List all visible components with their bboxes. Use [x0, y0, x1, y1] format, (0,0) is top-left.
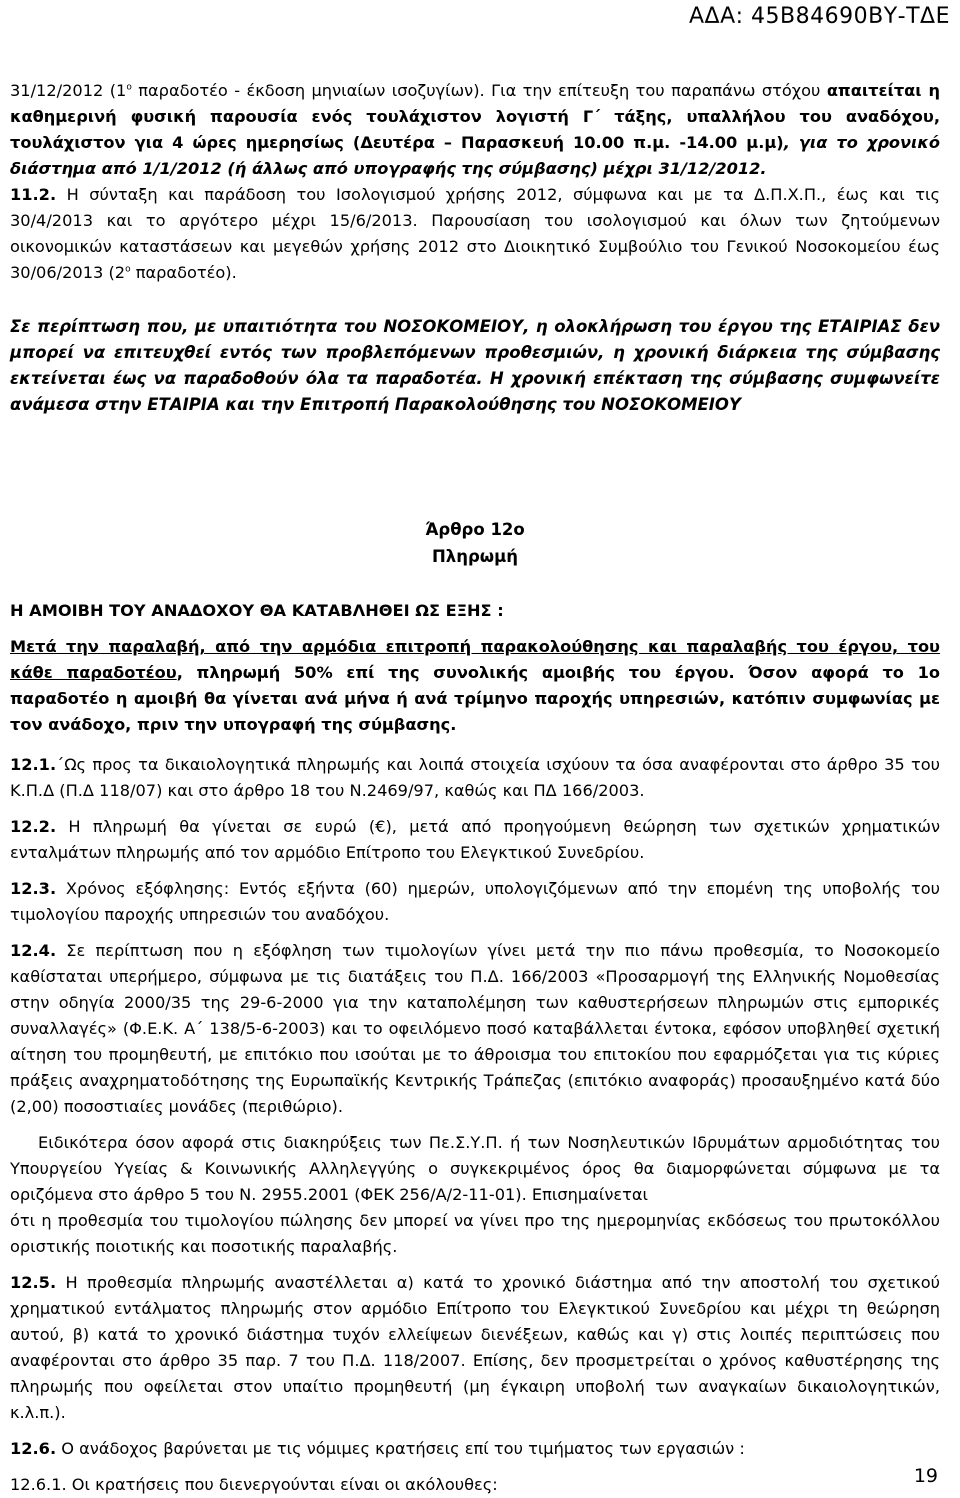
payment-terms-underlined: Μετά την παραλαβή, από την αρμόδια επιτροπή παρακολούθησης και παραλαβής του έργου, του κάθε παραδοτέου	[10, 637, 940, 682]
clause-sup: ο	[125, 264, 131, 275]
clause-12-6-1	[10, 1472, 940, 1498]
intro-text: 31/12/2012 (1	[10, 81, 127, 100]
clause-text: Η σύνταξη και παράδοση του Ισολογισμού χρήσης 2012, σύμφωνα και με τα Δ.Π.Χ.Π., έως και τις 30/4/2013 και το αργότερο μέχρι 15/6/2013. Παρουσίαση του ισολογισμού και όλων των ζητούμενων οικονομικών καταστάσεων και μεγεθών χρήσης 2012 στο Διοικητικό Συμβούλιο του Γενικού Νοσοκομείου έως 30/06/2013 (2	[10, 185, 940, 282]
clause-number: 11.2.	[10, 185, 57, 204]
clause-text: Οι κρατήσεις που διενεργούνται είναι οι ακόλουθες:	[66, 1475, 498, 1494]
clause-text: ΄Ως προς τα δικαιολογητικά πληρωμής και λοιπά στοιχεία ισχύουν τα όσα αναφέρονται στο άρθρο 35 του Κ.Π.Δ (Π.Δ 118/07) και στο άρθρο 18 του Ν.2469/97, καθώς και ΠΔ 166/2003.	[10, 755, 940, 800]
article-number: Άρθρο 12ο	[425, 520, 525, 539]
delay-clause: Σε περίπτωση που, με υπαιτιότητα του ΝΟΣΟΚΟΜΕΙΟΥ, η ολοκλήρωση του έργου της ΕΤΑΙΡΙΑΣ δεν μπορεί να επιτευχθεί εντός των προβλεπόμενων προθεσμιών, η χρονική διάρκεια της σύμβασης εκτείνεται έως να παραδοθούν όλα τα παραδοτέα. Η χρονική επέκταση της σύμβασης συμφωνείτε ανάμεσα στην ΕΤΑΙΡΙΑ και την Επιτροπή Παρακολούθησης του ΝΟΣΟΚΟΜΕΙΟΥ	[10, 317, 940, 414]
payment-terms	[10, 634, 940, 738]
payment-terms-rest: , πληρωμή 50% επί της συνολικής αμοιβής του έργου. Όσον αφορά το 1ο παραδοτέο η αμοιβή θα γίνεται ανά μήνα ή ανά τρίμηνο παροχής υπηρεσιών, κατόπιν συμφωνίας με τον ανάδοχο, πριν την υπογραφή της σύμβασης.	[10, 663, 940, 734]
clause-number: 12.1.	[10, 755, 57, 774]
payment-heading: Η ΑΜΟΙΒΗ ΤΟΥ ΑΝΑΔΟΧΟΥ ΘΑ ΚΑΤΑΒΛΗΘΕΙ ΩΣ ΕΞΗΣ :	[10, 601, 504, 620]
ada-stamp: ΑΔΑ: 45Β84690ΒΥ-ΤΔΕ	[689, 4, 950, 29]
clause-12-2	[10, 814, 940, 866]
clause-number: 12.3.	[10, 879, 57, 898]
clause-text: Η πληρωμή θα γίνεται σε ευρώ (€), μετά από προηγούμενη θεώρηση των σχετικών χρηματικών ενταλμάτων πληρωμής από τον αρμόδιο Επίτροπο του Ελεγκτικού Συνεδρίου.	[10, 817, 940, 862]
clause-text: Η προθεσμία πληρωμής αναστέλλεται α) κατά το χρονικό διάστημα από την αποστολή του σχετικού χρηματικού εντάλματος πληρωμής στον αρμόδιο Επίτροπο του Ελεγκτικού Συνεδρίου και μέχρι τη θεώρηση αυτού, β) κατά το χρονικό διάστημα τυχόν ελλείψεων διενέξεων, καθώς και γ) στις λοιπές περιπτώσεις που αναφέρονται στο άρθρο 35 παρ. 7 του Π.Δ. 118/2007. Επίσης, δεν προσμετρείται ο χρόνος καθυστέρησης της πληρωμής που οφείλεται στον υπαίτιο προμηθευτή (μη έγκαιρη υποβολή των αναγκαίων δικαιολογητικών, κ.λ.π.).	[10, 1273, 940, 1422]
clause-number: 12.4.	[10, 941, 57, 960]
clause-number: 12.6.1.	[10, 1475, 67, 1494]
clause-text: Χρόνος εξόφλησης: Εντός εξήντα (60) ημερών, υπολογιζόμενων από την επομένη της υποβολής του τιμολογίου παροχής υπηρεσιών του αναδόχου.	[10, 879, 940, 924]
clause-text-end: παραδοτέο).	[130, 263, 237, 282]
clause-text: Ο ανάδοχος βαρύνεται με τις νόμιμες κρατήσεις επί του τιμήματος των εργασιών :	[56, 1439, 745, 1458]
document-body	[10, 78, 940, 1498]
clause-12-6	[10, 1436, 940, 1462]
special-provision-2: ότι η προθεσμία του τιμολογίου πώλησης δεν μπορεί να γίνει προ της ημερομηνίας εκδόσεως του πρωτοκόλλου οριστικής ποιοτικής και ποσοτικής παραλαβής.	[10, 1211, 940, 1256]
intro-sup: ο	[126, 82, 132, 93]
article-title: Πληρωμή	[431, 547, 519, 566]
requirement-bold: απαιτείται η καθημερινή φυσική παρουσία ενός τουλάχιστον λογιστή Γ΄ τάξης, υπαλλήλου του αναδόχου, τουλάχιστον για 4 ώρες ημερησίως (Δευτέρα – Παρασκευή 10.00 π.μ. -14.00 μ.μ)	[10, 81, 940, 152]
clause-12-1	[10, 752, 940, 804]
intro-text-b: παραδοτέο - έκδοση μηνιαίων ισοζυγίων). Για την επίτευξη του παραπάνω στόχου	[131, 81, 821, 100]
clause-12-3	[10, 876, 940, 928]
clause-12-4	[10, 938, 940, 1120]
clause-number: 12.6.	[10, 1439, 57, 1458]
clause-number: 12.2.	[10, 817, 57, 836]
clause-12-5	[10, 1270, 940, 1426]
clause-11-2	[10, 182, 940, 286]
clause-number: 12.5.	[10, 1273, 57, 1292]
intro-paragraph	[10, 78, 940, 182]
requirement-period: , για το χρονικό διάστημα από 1/1/2012 (ή άλλως από υπογραφής της σύμβασης) μέχρι 31/12/2012.	[10, 133, 940, 178]
special-provision: Ειδικότερα όσον αφορά στις διακηρύξεις των Πε.Σ.Υ.Π. ή των Νοσηλευτικών Ιδρυμάτων αρμοδιότητας του Υπουργείου Υγείας & Κοινωνικής Αλληλεγγύης ο συγκεκριμένος όρος θα διαμορφώνεται σύμφωνα με τα οριζόμενα στο άρθρο 5 του Ν. 2955.2001 (ΦΕΚ 256/Α/2-11-01). Επισημαίνεται	[10, 1133, 940, 1204]
clause-text: Σε περίπτωση που η εξόφληση των τιμολογίων γίνει μετά την πιο πάνω προθεσμία, το Νοσοκομείο καθίσταται υπερήμερο, σύμφωνα με τις διατάξεις του Π.Δ. 166/2003 «Προσαρμογή της Ελληνικής Νομοθεσίας στην οδηγία 2000/35 της 29-6-2000 για την καταπολέμηση των καθυστερήσεων πληρωμών στις εμπορικές συναλλαγές» (Φ.Ε.Κ. Α΄ 138/5-6-2003) και το οφειλόμενο ποσό καταβάλλεται έντοκα, εφόσον υποβληθεί σχετική αίτηση του προμηθευτή, με επιτόκιο που ισούται με το άθροισμα του επιτοκίου που εφαρμόζεται για τις κύριες πράξεις αναχρηματοδότησης της Ευρωπαϊκής Κεντρικής Τράπεζας (επιτόκιο αναφοράς) προσαυξημένο κατά δύο (2,00) ποσοστιαίες μονάδες (περιθώριο).	[10, 941, 940, 1116]
page-number: 19	[913, 1465, 938, 1487]
